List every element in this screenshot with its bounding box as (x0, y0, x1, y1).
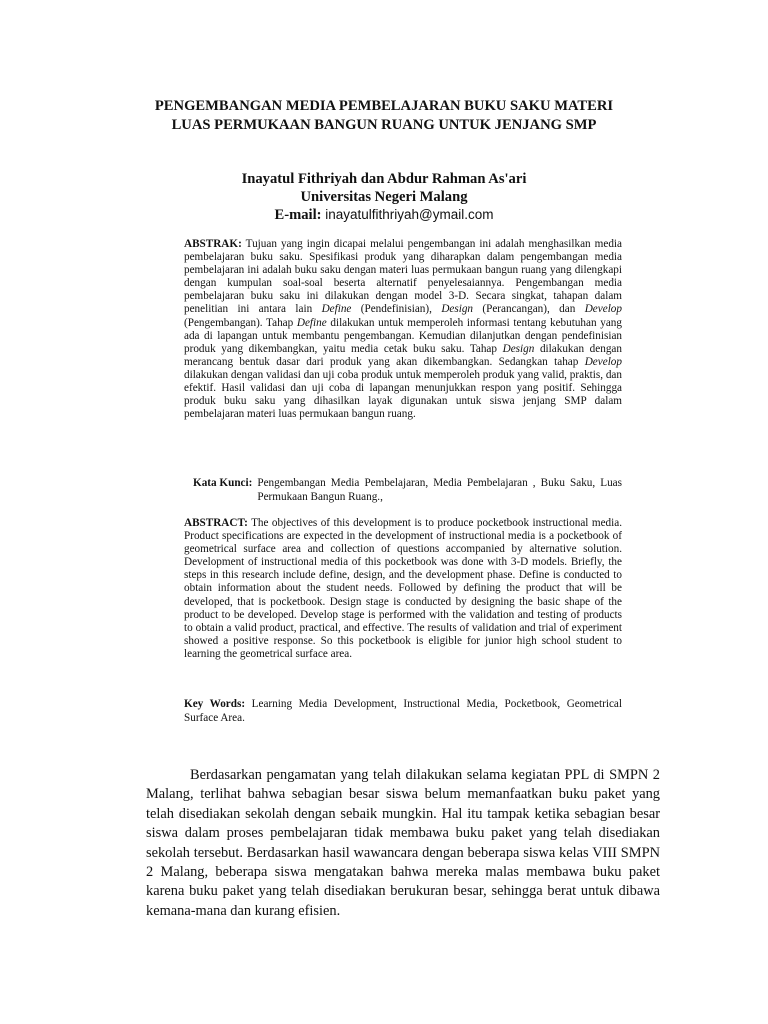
abstrak-text: Tujuan yang ingin dicapai melalui pengembangan ini adalah menghasilkan media pembelajaran buku saku. Spesifikasi produk yang diharapkan dalam pengembangan media pembelajaran ini adalah buku saku dengan materi luas permukaan bangun ruang yang dilengkapi dengan kumpulan soal-soal beserta alternatif penyelesaiannya. Pengembangan media pembelajaran buku saku ini dilakukan dengan model 3-D. Secara singkat, tahapan dalam penelitian ini antara lain (184, 238, 622, 316)
abstract-section (184, 517, 622, 661)
abstrak-label: ABSTRAK: (184, 238, 242, 250)
body-paragraph: Berdasarkan pengamatan yang telah dilakukan selama kegiatan PPL di SMPN 2 Malang, terlihat bahwa sebagian besar siswa belum memanfaatkan buku paket yang telah disediakan sekolah dengan sebaik mungkin. Hal itu tampak ketika sebagian besar siswa dalam proses pembelajaran tidak membawa buku paket yang telah disediakan sekolah tersebut. Berdasarkan hasil wawancara dengan beberapa siswa kelas VIII SMPN 2 Malang, beberapa siswa mengatakan bahwa mereka malas membawa buku paket karena buku paket yang telah disediakan berukuran besar, sehingga berat untuk dibawa kemana-mana dan kurang efisien. (146, 767, 660, 919)
key-words (184, 697, 622, 725)
abstrak-term: Design (441, 303, 474, 316)
abstrak-term: Develop (584, 303, 622, 316)
kata-kunci (193, 476, 622, 504)
kata-kunci-value: Pengembangan Media Pembelajaran, Media Pembelajaran , Buku Saku, Luas Permukaan Bangun Ruang., (257, 477, 622, 503)
key-words-value: Learning Media Development, Instructional Media, Pocketbook, Geometrical Surface Area. (184, 698, 622, 724)
author-block (110, 170, 658, 224)
title-line-1: PENGEMBANGAN MEDIA PEMBELAJARAN BUKU SAKU MATERI (154, 98, 614, 114)
author-email-line (274, 207, 493, 223)
abstrak-text: (Pendefinisian), (351, 303, 442, 316)
abstrak-term: Design (502, 342, 535, 355)
abstrak-term: Develop (584, 355, 622, 368)
abstrak-text: (Perancangan), dan (473, 303, 585, 316)
abstract-text: The objectives of this development is to produce pocketbook instructional media. Product specifications are expected in the development of instructional media is a pocketbook of geometrical surface area and collection of questions accompanied by alternative solution. Development of instructional media of this pocketbook was done with 3-D models. Briefly, the steps in this research include define, design, and the development phase. Define is conducted to obtain information about the student needs. Followed by defining the product that will be developed, that is pocketbook. Design stage is conducted by designing the basic shape of the product to be developed. Develop stage is performed with the validation and testing of products to obtain a valid product, practical, and effective. The results of validation and trial of experiment showed a positive response. So this pocketbook is eligible for junior high school student to learning the geometrical surface area. (184, 517, 622, 660)
abstrak-section (184, 238, 622, 421)
email-label: E-mail: (274, 207, 322, 223)
abstract-label: ABSTRACT: (184, 517, 248, 529)
author-email: inayatulfithriyah@ymail.com (321, 207, 494, 222)
abstrak-text: dilakukan untuk memperoleh informasi tentang kebutuhan yang ada di lapangan untuk membantu pengembangan. Kemudian dilanjutkan dengan pendefinisian produk yang dikembangkan, yaitu media cetak buku saku. Tahap (184, 316, 622, 355)
paper-title (110, 97, 658, 135)
author-names: Inayatul Fithriyah dan Abdur Rahman As'ari (241, 171, 527, 187)
key-words-label: Key Words: (184, 698, 246, 710)
title-line-2: LUAS PERMUKAAN BANGUN RUANG UNTUK JENJANG SMP (171, 117, 597, 133)
abstrak-text: dilakukan dengan validasi dan uji coba produk untuk memperoleh produk yang valid, praktis, dan efektif. Hasil validasi dan uji coba di lapangan menunjukkan respon yang positif. Sehingga produk buku saku yang dihasilkan layak digunakan untuk siswa jenjang SMP dalam pembelajaran materi luas permukaan bangun ruang. (184, 368, 622, 421)
kata-kunci-label: Kata Kunci: (193, 477, 253, 489)
author-affiliation: Universitas Negeri Malang (300, 189, 468, 205)
abstrak-term: Define (296, 316, 327, 329)
abstrak-text: dilakukan dengan merancang bentuk dasar dari produk yang akan dikembangkan. Sedangkan tahap (184, 342, 622, 368)
abstrak-text: (Pengembangan). Tahap (184, 316, 297, 329)
abstrak-term: Define (321, 303, 352, 316)
